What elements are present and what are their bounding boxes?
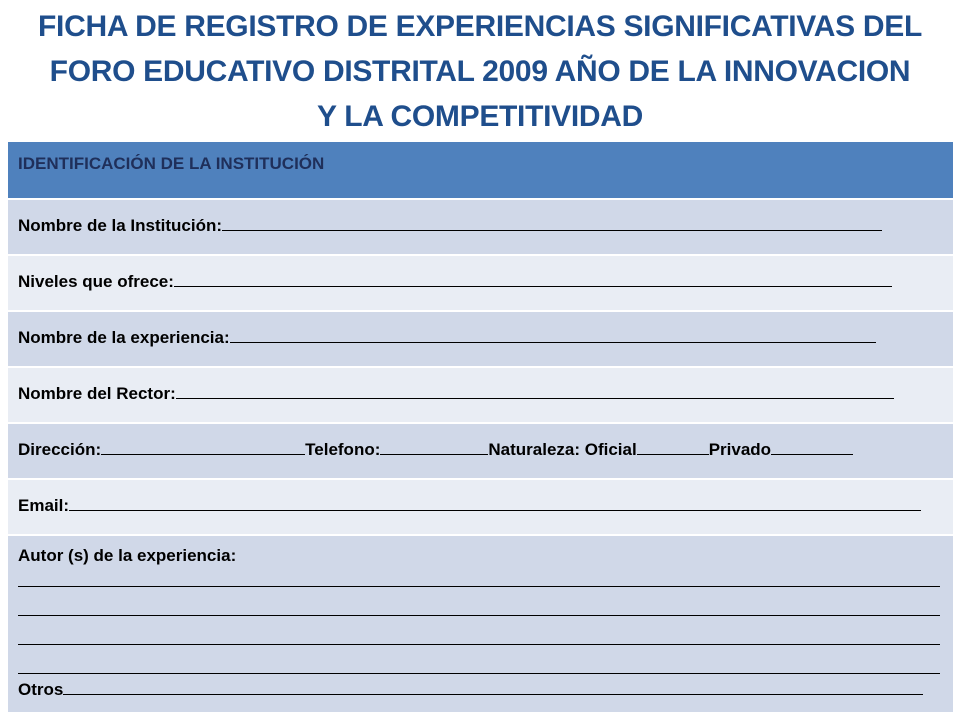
section-header <box>8 142 953 200</box>
title-line-3: Y LA COMPETITIVIDAD <box>317 100 643 133</box>
section-header-label: IDENTIFICACIÓN DE LA INSTITUCIÓN <box>18 154 325 173</box>
address-row <box>8 424 953 480</box>
official-field[interactable] <box>637 436 709 455</box>
phone-label: Telefono: <box>305 440 381 459</box>
institution-row <box>8 200 953 256</box>
others-line <box>18 676 953 700</box>
registration-form <box>8 142 953 714</box>
levels-row <box>8 256 953 312</box>
levels-field[interactable] <box>174 268 892 287</box>
email-field[interactable] <box>69 492 921 511</box>
rector-row <box>8 368 953 424</box>
experience-field[interactable] <box>230 324 876 343</box>
institution-label: Nombre de la Institución: <box>18 216 223 235</box>
title-line-2: FORO EDUCATIVO DISTRITAL 2009 AÑO DE LA INNOVACION <box>49 55 911 88</box>
others-label: Otros <box>18 680 64 699</box>
authors-line-4[interactable] <box>18 645 940 674</box>
authors-row <box>8 536 953 714</box>
address-field[interactable] <box>101 436 305 455</box>
rector-label: Nombre del Rector: <box>18 384 176 403</box>
institution-field[interactable] <box>222 212 882 231</box>
authors-line-3[interactable] <box>18 616 940 645</box>
others-field[interactable] <box>63 676 923 695</box>
experience-label: Nombre de la experiencia: <box>18 328 230 347</box>
private-field[interactable] <box>771 436 853 455</box>
address-label: Dirección: <box>18 440 102 459</box>
levels-label: Niveles que ofrece: <box>18 272 174 291</box>
authors-line-2[interactable] <box>18 587 940 616</box>
nature-label: Naturaleza: Oficial <box>488 440 637 459</box>
rector-field[interactable] <box>176 380 894 399</box>
email-row <box>8 480 953 536</box>
authors-label: Autor (s) de la experiencia: <box>18 546 237 565</box>
title-line-1: FICHA DE REGISTRO DE EXPERIENCIAS SIGNIFICATIVAS DEL <box>38 10 922 43</box>
private-label: Privado <box>708 440 772 459</box>
experience-row <box>8 312 953 368</box>
phone-field[interactable] <box>380 436 488 455</box>
page-title <box>0 4 960 139</box>
email-label: Email: <box>18 496 70 515</box>
authors-line-1[interactable] <box>18 566 940 587</box>
